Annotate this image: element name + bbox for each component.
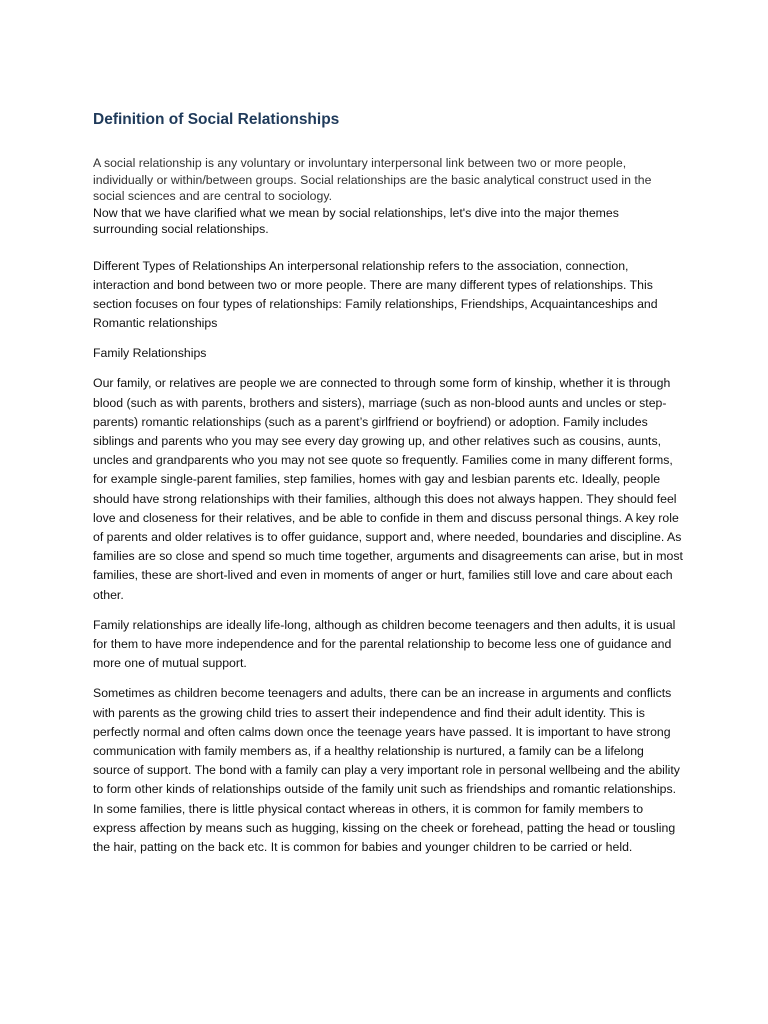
intro-transition-paragraph: Now that we have clarified what we mean by social relationships, let's dive into the major themes surrounding social relationships. — [93, 205, 619, 236]
intro-paragraph: A social relationship is any voluntary or involuntary interpersonal link between two or more people, individually or within/between groups. Social relationships are the basic analytical construct used in the social sciences and are central to sociology. — [93, 156, 652, 203]
family-relationships-heading: Family Relationships — [93, 346, 207, 361]
family-paragraph-1: Our family, or relatives are people we are connected to through some form of kinship, whether it is through blood (such as with parents, brothers and sisters), marriage (such as non-blood aunts and uncles or step-parents) romantic relationships (such as a parent’s girlfriend or boyfriend) or adoption. Family includes siblings and parents who you may see every day growing up, and other relatives such as cousins, aunts, uncles and grandparents who you may not see quote so frequently. Families come in many different forms, for example single-parent families, step families, homes with gay and lesbian parents etc. Ideally, people should have strong relationships with their families, although this does not always happen. They should feel love and closeness for their relatives, and be able to confide in them and discuss personal things. A key role of parents and older relatives is to offer guidance, support and, where needed, boundaries and discipline. As families are so close and spend so much time together, arguments and disagreements can arise, but in most families, these are short-lived and even in moments of anger or hurt, families still love and care about each other. — [93, 376, 683, 602]
document-title: Definition of Social Relationships — [93, 111, 340, 128]
document-page — [93, 110, 683, 868]
types-paragraph: Different Types of Relationships An interpersonal relationship refers to the association, connection, interaction and bond between two or more people. There are many different types of relationships. This section focuses on four types of relationships: Family relationships, Friendships, Acquaintanceships and Romantic relationships — [93, 258, 658, 331]
family-paragraph-2: Family relationships are ideally life-long, although as children become teenagers and then adults, it is usual for them to have more independence and for the parental relationship to become less one of guidance and more one of mutual support. — [93, 617, 676, 671]
family-paragraph-3: Sometimes as children become teenagers and adults, there can be an increase in arguments and conflicts with parents as the growing child tries to assert their independence and find their adult identity. This is perfectly normal and often calms down once the teenage years have passed. It is important to have strong communication with family members as, if a healthy relationship is nurtured, a family can be a lifelong source of support. The bond with a family can play a very important role in personal wellbeing and the ability to form other kinds of relationships outside of the family unit such as friendships and romantic relationships. In some families, there is little physical contact whereas in others, it is common for family members to express affection by means such as hugging, kissing on the cheek or forehead, patting the head or tousling the hair, patting on the back etc. It is common for babies and younger children to be carried or held. — [93, 686, 680, 854]
